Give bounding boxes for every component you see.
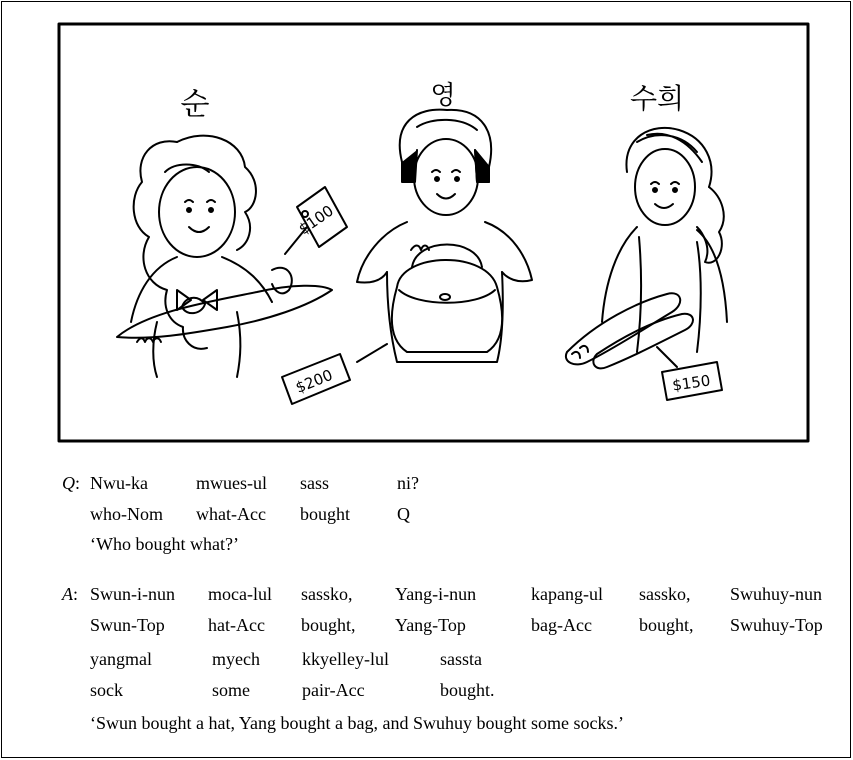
question-label: Q: xyxy=(62,473,81,493)
a-gloss-6: bought, xyxy=(639,615,694,635)
a2-word-4: sassta xyxy=(440,649,482,669)
q-translation: ‘Who bought what?’ xyxy=(90,534,239,554)
a-gloss-7: Swuhuy-Top xyxy=(730,615,823,635)
q-gloss-4: Q xyxy=(397,504,410,524)
a2-word-2: myech xyxy=(212,649,260,669)
name-swun: 순 xyxy=(180,87,210,122)
q-gloss-2: what-Acc xyxy=(196,504,266,524)
a-word-4: Yang-i-nun xyxy=(395,584,477,604)
a-gloss-4: Yang-Top xyxy=(395,615,466,635)
a-word-6: sassko, xyxy=(639,584,691,604)
a-word-3: sassko, xyxy=(301,584,353,604)
answer-label: A: xyxy=(62,584,79,604)
a2-word-1: yangmal xyxy=(90,649,152,669)
a2-gloss-1: sock xyxy=(90,680,123,700)
q-word-1: Nwu-ka xyxy=(90,473,148,493)
a-gloss-3: bought, xyxy=(301,615,356,635)
q-word-4: ni? xyxy=(397,473,419,493)
q-word-3: sass xyxy=(300,473,330,493)
a-word-1: Swun-i-nun xyxy=(90,584,175,604)
q-word-2: mwues-ul xyxy=(196,473,267,493)
a2-gloss-4: bought. xyxy=(440,680,495,700)
a2-word-3: kkyelley-lul xyxy=(302,649,389,669)
q-gloss-1: who-Nom xyxy=(90,504,163,524)
a-gloss-5: bag-Acc xyxy=(531,615,592,635)
price-tag-200: $200 xyxy=(293,365,336,397)
a-translation: ‘Swun bought a hat, Yang bought a bag, and Swuhuy bought some socks.’ xyxy=(90,713,624,733)
a2-gloss-3: pair-Acc xyxy=(302,680,365,700)
price-tag-100: $100 xyxy=(295,201,337,239)
a-gloss-2: hat-Acc xyxy=(208,615,265,635)
a-word-5: kapang-ul xyxy=(531,584,603,604)
a-word-2: moca-lul xyxy=(208,584,272,604)
a-gloss-1: Swun-Top xyxy=(90,615,165,635)
name-yang: 영 xyxy=(430,81,456,111)
price-tag-150: $150 xyxy=(671,371,712,395)
name-swuhuy: 수희 xyxy=(629,82,685,115)
q-gloss-3: bought xyxy=(300,504,351,524)
a2-gloss-2: some xyxy=(212,680,250,700)
a-word-7: Swuhuy-nun xyxy=(730,584,823,604)
